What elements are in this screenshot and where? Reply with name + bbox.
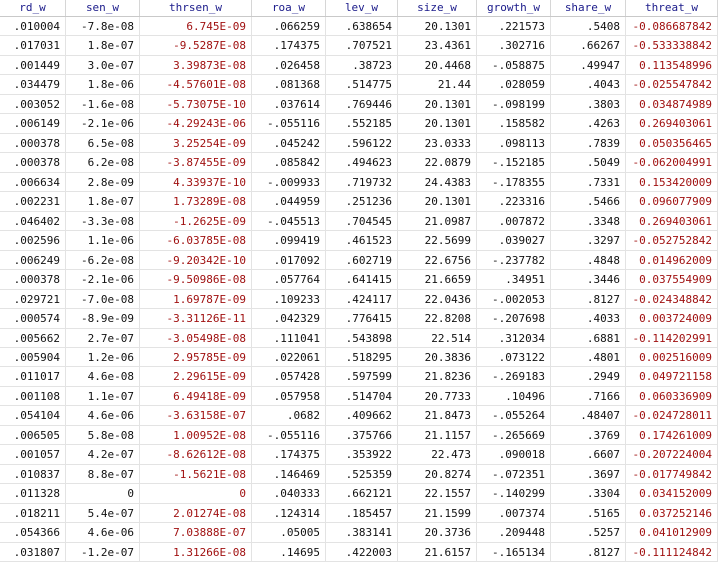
cell-threat-w[interactable]: 0.014962009 xyxy=(626,251,718,269)
cell-thrsen-w[interactable]: -3.31126E-11 xyxy=(140,309,252,327)
cell-thrsen-w[interactable]: -4.29243E-06 xyxy=(140,114,252,132)
cell-thrsen-w[interactable]: -3.87455E-09 xyxy=(140,153,252,171)
cell-share-w[interactable]: .4043 xyxy=(551,75,626,93)
cell-share-w[interactable]: .66267 xyxy=(551,36,626,54)
cell-roa-w[interactable]: .146469 xyxy=(252,465,326,483)
cell-sen-w[interactable]: -2.1e-06 xyxy=(66,114,140,132)
column-header-lev-w[interactable]: lev_w xyxy=(326,0,398,16)
cell-rd-w[interactable]: .017031 xyxy=(0,36,66,54)
cell-threat-w[interactable]: -0.086687842 xyxy=(626,17,718,35)
cell-size-w[interactable]: 20.4468 xyxy=(398,56,477,74)
cell-sen-w[interactable]: 8.8e-07 xyxy=(66,465,140,483)
cell-growth-w[interactable]: -.140299 xyxy=(477,484,551,502)
cell-size-w[interactable]: 20.1301 xyxy=(398,95,477,113)
cell-size-w[interactable]: 22.6756 xyxy=(398,251,477,269)
cell-size-w[interactable]: 21.6659 xyxy=(398,270,477,288)
cell-share-w[interactable]: .3769 xyxy=(551,426,626,444)
column-header-growth-w[interactable]: growth_w xyxy=(477,0,551,16)
cell-roa-w[interactable]: .044959 xyxy=(252,192,326,210)
cell-thrsen-w[interactable]: 1.73289E-08 xyxy=(140,192,252,210)
table-row[interactable] xyxy=(0,114,718,133)
cell-sen-w[interactable]: 1.8e-06 xyxy=(66,75,140,93)
cell-lev-w[interactable]: .602719 xyxy=(326,251,398,269)
cell-sen-w[interactable]: -6.2e-08 xyxy=(66,251,140,269)
column-header-roa-w[interactable]: roa_w xyxy=(252,0,326,16)
cell-roa-w[interactable]: .111041 xyxy=(252,329,326,347)
table-row[interactable] xyxy=(0,251,718,270)
cell-roa-w[interactable]: -.055116 xyxy=(252,114,326,132)
cell-share-w[interactable]: .3803 xyxy=(551,95,626,113)
cell-size-w[interactable]: 21.0987 xyxy=(398,212,477,230)
cell-growth-w[interactable]: -.165134 xyxy=(477,543,551,561)
cell-size-w[interactable]: 22.514 xyxy=(398,329,477,347)
cell-lev-w[interactable]: .353922 xyxy=(326,445,398,463)
cell-share-w[interactable]: .4263 xyxy=(551,114,626,132)
cell-rd-w[interactable]: .000378 xyxy=(0,134,66,152)
table-row[interactable] xyxy=(0,348,718,367)
cell-rd-w[interactable]: .001057 xyxy=(0,445,66,463)
cell-threat-w[interactable]: -0.024348842 xyxy=(626,290,718,308)
cell-growth-w[interactable]: .34951 xyxy=(477,270,551,288)
cell-size-w[interactable]: 23.4361 xyxy=(398,36,477,54)
column-header-size-w[interactable]: size_w xyxy=(398,0,477,16)
cell-share-w[interactable]: .6881 xyxy=(551,329,626,347)
cell-growth-w[interactable]: .209448 xyxy=(477,523,551,541)
cell-rd-w[interactable]: .029721 xyxy=(0,290,66,308)
cell-threat-w[interactable]: 0.269403061 xyxy=(626,114,718,132)
cell-growth-w[interactable]: .312034 xyxy=(477,329,551,347)
cell-threat-w[interactable]: 0.002516009 xyxy=(626,348,718,366)
table-row[interactable] xyxy=(0,309,718,328)
cell-share-w[interactable]: .2949 xyxy=(551,367,626,385)
cell-threat-w[interactable]: -0.207224004 xyxy=(626,445,718,463)
cell-sen-w[interactable]: -7.0e-08 xyxy=(66,290,140,308)
cell-threat-w[interactable]: -0.052752842 xyxy=(626,231,718,249)
cell-sen-w[interactable]: -7.8e-08 xyxy=(66,17,140,35)
cell-growth-w[interactable]: -.002053 xyxy=(477,290,551,308)
cell-sen-w[interactable]: 6.5e-08 xyxy=(66,134,140,152)
cell-size-w[interactable]: 24.4383 xyxy=(398,173,477,191)
cell-lev-w[interactable]: .641415 xyxy=(326,270,398,288)
cell-rd-w[interactable]: .054366 xyxy=(0,523,66,541)
table-row[interactable] xyxy=(0,17,718,36)
cell-rd-w[interactable]: .011017 xyxy=(0,367,66,385)
cell-threat-w[interactable]: 0.037554909 xyxy=(626,270,718,288)
cell-sen-w[interactable]: 1.1e-07 xyxy=(66,387,140,405)
cell-size-w[interactable]: 22.1557 xyxy=(398,484,477,502)
cell-thrsen-w[interactable]: -3.05498E-08 xyxy=(140,329,252,347)
cell-thrsen-w[interactable]: 2.95785E-09 xyxy=(140,348,252,366)
cell-share-w[interactable]: .8127 xyxy=(551,543,626,561)
cell-lev-w[interactable]: .597599 xyxy=(326,367,398,385)
cell-lev-w[interactable]: .719732 xyxy=(326,173,398,191)
cell-rd-w[interactable]: .046402 xyxy=(0,212,66,230)
cell-growth-w[interactable]: .028059 xyxy=(477,75,551,93)
cell-rd-w[interactable]: .006249 xyxy=(0,251,66,269)
cell-growth-w[interactable]: .221573 xyxy=(477,17,551,35)
cell-roa-w[interactable]: .174375 xyxy=(252,445,326,463)
cell-share-w[interactable]: .7839 xyxy=(551,134,626,152)
cell-thrsen-w[interactable]: 3.39873E-08 xyxy=(140,56,252,74)
cell-size-w[interactable]: 23.0333 xyxy=(398,134,477,152)
table-row[interactable] xyxy=(0,367,718,386)
cell-share-w[interactable]: .3446 xyxy=(551,270,626,288)
cell-growth-w[interactable]: -.098199 xyxy=(477,95,551,113)
table-row[interactable] xyxy=(0,445,718,464)
cell-rd-w[interactable]: .006634 xyxy=(0,173,66,191)
table-row[interactable] xyxy=(0,192,718,211)
cell-threat-w[interactable]: 0.174261009 xyxy=(626,426,718,444)
cell-growth-w[interactable]: -.265669 xyxy=(477,426,551,444)
cell-threat-w[interactable]: -0.062004991 xyxy=(626,153,718,171)
cell-roa-w[interactable]: .037614 xyxy=(252,95,326,113)
cell-threat-w[interactable]: 0.269403061 xyxy=(626,212,718,230)
cell-sen-w[interactable]: -1.2e-07 xyxy=(66,543,140,561)
cell-lev-w[interactable]: .383141 xyxy=(326,523,398,541)
column-header-sen-w[interactable]: sen_w xyxy=(66,0,140,16)
cell-thrsen-w[interactable]: 1.31266E-08 xyxy=(140,543,252,561)
cell-thrsen-w[interactable]: 4.33937E-10 xyxy=(140,173,252,191)
cell-threat-w[interactable]: 0.050356465 xyxy=(626,134,718,152)
cell-lev-w[interactable]: .769446 xyxy=(326,95,398,113)
cell-roa-w[interactable]: .042329 xyxy=(252,309,326,327)
cell-thrsen-w[interactable]: 2.29615E-09 xyxy=(140,367,252,385)
table-row[interactable] xyxy=(0,406,718,425)
cell-rd-w[interactable]: .000574 xyxy=(0,309,66,327)
cell-share-w[interactable]: .3297 xyxy=(551,231,626,249)
cell-share-w[interactable]: .3697 xyxy=(551,465,626,483)
cell-rd-w[interactable]: .031807 xyxy=(0,543,66,561)
cell-threat-w[interactable]: 0.041012909 xyxy=(626,523,718,541)
cell-threat-w[interactable]: 0.034874989 xyxy=(626,95,718,113)
cell-sen-w[interactable]: -8.9e-09 xyxy=(66,309,140,327)
cell-growth-w[interactable]: .223316 xyxy=(477,192,551,210)
cell-share-w[interactable]: .49947 xyxy=(551,56,626,74)
cell-growth-w[interactable]: -.207698 xyxy=(477,309,551,327)
cell-sen-w[interactable]: 1.8e-07 xyxy=(66,192,140,210)
cell-size-w[interactable]: 20.1301 xyxy=(398,114,477,132)
table-row[interactable] xyxy=(0,134,718,153)
table-row[interactable] xyxy=(0,387,718,406)
cell-lev-w[interactable]: .518295 xyxy=(326,348,398,366)
cell-roa-w[interactable]: .057428 xyxy=(252,367,326,385)
cell-roa-w[interactable]: .040333 xyxy=(252,484,326,502)
cell-thrsen-w[interactable]: 6.745E-09 xyxy=(140,17,252,35)
cell-roa-w[interactable]: .045242 xyxy=(252,134,326,152)
cell-size-w[interactable]: 21.6157 xyxy=(398,543,477,561)
table-row[interactable] xyxy=(0,231,718,250)
cell-rd-w[interactable]: .002231 xyxy=(0,192,66,210)
cell-share-w[interactable]: .3348 xyxy=(551,212,626,230)
cell-lev-w[interactable]: .514704 xyxy=(326,387,398,405)
cell-growth-w[interactable]: .039027 xyxy=(477,231,551,249)
cell-lev-w[interactable]: .552185 xyxy=(326,114,398,132)
cell-growth-w[interactable]: -.072351 xyxy=(477,465,551,483)
cell-sen-w[interactable]: 4.2e-07 xyxy=(66,445,140,463)
column-header-row xyxy=(0,0,718,17)
cell-growth-w[interactable]: .098113 xyxy=(477,134,551,152)
table-row[interactable] xyxy=(0,543,718,562)
cell-thrsen-w[interactable]: -3.63158E-07 xyxy=(140,406,252,424)
cell-share-w[interactable]: .3304 xyxy=(551,484,626,502)
cell-thrsen-w[interactable]: -9.50986E-08 xyxy=(140,270,252,288)
cell-growth-w[interactable]: -.058875 xyxy=(477,56,551,74)
cell-threat-w[interactable]: -0.533338842 xyxy=(626,36,718,54)
cell-lev-w[interactable]: .424117 xyxy=(326,290,398,308)
column-header-thrsen-w[interactable]: thrsen_w xyxy=(140,0,252,16)
cell-rd-w[interactable]: .011328 xyxy=(0,484,66,502)
cell-threat-w[interactable]: -0.025547842 xyxy=(626,75,718,93)
cell-threat-w[interactable]: 0.113548996 xyxy=(626,56,718,74)
column-header-share-w[interactable]: share_w xyxy=(551,0,626,16)
cell-roa-w[interactable]: -.055116 xyxy=(252,426,326,444)
cell-size-w[interactable]: 20.8274 xyxy=(398,465,477,483)
cell-growth-w[interactable]: .090018 xyxy=(477,445,551,463)
cell-lev-w[interactable]: .776415 xyxy=(326,309,398,327)
table-row[interactable] xyxy=(0,504,718,523)
cell-sen-w[interactable]: 2.7e-07 xyxy=(66,329,140,347)
table-row[interactable] xyxy=(0,36,718,55)
cell-roa-w[interactable]: .081368 xyxy=(252,75,326,93)
column-header-threat-w[interactable]: threat_w xyxy=(626,0,718,16)
cell-roa-w[interactable]: .124314 xyxy=(252,504,326,522)
cell-size-w[interactable]: 22.5699 xyxy=(398,231,477,249)
cell-size-w[interactable]: 20.3836 xyxy=(398,348,477,366)
cell-sen-w[interactable]: 4.6e-06 xyxy=(66,523,140,541)
cell-share-w[interactable]: .5165 xyxy=(551,504,626,522)
cell-lev-w[interactable]: .707521 xyxy=(326,36,398,54)
cell-growth-w[interactable]: -.237782 xyxy=(477,251,551,269)
cell-lev-w[interactable]: .409662 xyxy=(326,406,398,424)
cell-roa-w[interactable]: .022061 xyxy=(252,348,326,366)
cell-rd-w[interactable]: .005662 xyxy=(0,329,66,347)
cell-lev-w[interactable]: .251236 xyxy=(326,192,398,210)
cell-roa-w[interactable]: .174375 xyxy=(252,36,326,54)
cell-roa-w[interactable]: .057764 xyxy=(252,270,326,288)
cell-thrsen-w[interactable]: -6.03785E-08 xyxy=(140,231,252,249)
cell-size-w[interactable]: 21.44 xyxy=(398,75,477,93)
cell-roa-w[interactable]: .05005 xyxy=(252,523,326,541)
cell-sen-w[interactable]: 0 xyxy=(66,484,140,502)
table-row[interactable] xyxy=(0,173,718,192)
cell-rd-w[interactable]: .010004 xyxy=(0,17,66,35)
cell-size-w[interactable]: 21.1157 xyxy=(398,426,477,444)
cell-threat-w[interactable]: 0.049721158 xyxy=(626,367,718,385)
cell-size-w[interactable]: 21.8236 xyxy=(398,367,477,385)
table-row[interactable] xyxy=(0,329,718,348)
table-row[interactable] xyxy=(0,465,718,484)
cell-rd-w[interactable]: .010837 xyxy=(0,465,66,483)
cell-rd-w[interactable]: .006505 xyxy=(0,426,66,444)
cell-thrsen-w[interactable]: 7.03888E-07 xyxy=(140,523,252,541)
cell-growth-w[interactable]: -.269183 xyxy=(477,367,551,385)
cell-share-w[interactable]: .4033 xyxy=(551,309,626,327)
cell-thrsen-w[interactable]: 1.00952E-08 xyxy=(140,426,252,444)
cell-size-w[interactable]: 22.0879 xyxy=(398,153,477,171)
cell-sen-w[interactable]: 1.2e-06 xyxy=(66,348,140,366)
cell-rd-w[interactable]: .001108 xyxy=(0,387,66,405)
cell-growth-w[interactable]: .302716 xyxy=(477,36,551,54)
cell-growth-w[interactable]: .007872 xyxy=(477,212,551,230)
cell-thrsen-w[interactable]: -1.2625E-09 xyxy=(140,212,252,230)
cell-rd-w[interactable]: .005904 xyxy=(0,348,66,366)
cell-roa-w[interactable]: .066259 xyxy=(252,17,326,35)
cell-lev-w[interactable]: .422003 xyxy=(326,543,398,561)
cell-threat-w[interactable]: 0.153420009 xyxy=(626,173,718,191)
cell-growth-w[interactable]: -.152185 xyxy=(477,153,551,171)
cell-lev-w[interactable]: .514775 xyxy=(326,75,398,93)
cell-roa-w[interactable]: .109233 xyxy=(252,290,326,308)
cell-rd-w[interactable]: .002596 xyxy=(0,231,66,249)
cell-share-w[interactable]: .4801 xyxy=(551,348,626,366)
table-row[interactable] xyxy=(0,523,718,542)
cell-share-w[interactable]: .5466 xyxy=(551,192,626,210)
cell-roa-w[interactable]: .14695 xyxy=(252,543,326,561)
cell-rd-w[interactable]: .001449 xyxy=(0,56,66,74)
cell-lev-w[interactable]: .375766 xyxy=(326,426,398,444)
cell-share-w[interactable]: .5049 xyxy=(551,153,626,171)
cell-size-w[interactable]: 22.8208 xyxy=(398,309,477,327)
cell-rd-w[interactable]: .034479 xyxy=(0,75,66,93)
cell-growth-w[interactable]: -.055264 xyxy=(477,406,551,424)
cell-roa-w[interactable]: -.045513 xyxy=(252,212,326,230)
cell-roa-w[interactable]: .017092 xyxy=(252,251,326,269)
cell-thrsen-w[interactable]: 6.49418E-09 xyxy=(140,387,252,405)
cell-threat-w[interactable]: 0.037252146 xyxy=(626,504,718,522)
cell-rd-w[interactable]: .018211 xyxy=(0,504,66,522)
cell-roa-w[interactable]: .085842 xyxy=(252,153,326,171)
cell-lev-w[interactable]: .596122 xyxy=(326,134,398,152)
table-row[interactable] xyxy=(0,484,718,503)
cell-sen-w[interactable]: -1.6e-08 xyxy=(66,95,140,113)
cell-lev-w[interactable]: .494623 xyxy=(326,153,398,171)
cell-roa-w[interactable]: .099419 xyxy=(252,231,326,249)
cell-rd-w[interactable]: .003052 xyxy=(0,95,66,113)
cell-sen-w[interactable]: 6.2e-08 xyxy=(66,153,140,171)
table-row[interactable] xyxy=(0,75,718,94)
cell-roa-w[interactable]: .026458 xyxy=(252,56,326,74)
cell-threat-w[interactable]: -0.114202991 xyxy=(626,329,718,347)
cell-threat-w[interactable]: -0.017749842 xyxy=(626,465,718,483)
cell-sen-w[interactable]: 5.8e-08 xyxy=(66,426,140,444)
cell-sen-w[interactable]: 1.1e-06 xyxy=(66,231,140,249)
cell-roa-w[interactable]: .057958 xyxy=(252,387,326,405)
cell-share-w[interactable]: .48407 xyxy=(551,406,626,424)
cell-thrsen-w[interactable]: 3.25254E-09 xyxy=(140,134,252,152)
cell-growth-w[interactable]: .10496 xyxy=(477,387,551,405)
cell-thrsen-w[interactable]: 2.01274E-08 xyxy=(140,504,252,522)
table-row[interactable] xyxy=(0,426,718,445)
cell-sen-w[interactable]: 1.8e-07 xyxy=(66,36,140,54)
table-row[interactable] xyxy=(0,95,718,114)
cell-thrsen-w[interactable]: -9.5287E-08 xyxy=(140,36,252,54)
cell-lev-w[interactable]: .185457 xyxy=(326,504,398,522)
table-row[interactable] xyxy=(0,56,718,75)
cell-lev-w[interactable]: .638654 xyxy=(326,17,398,35)
cell-lev-w[interactable]: .543898 xyxy=(326,329,398,347)
cell-thrsen-w[interactable]: -9.20342E-10 xyxy=(140,251,252,269)
table-row[interactable] xyxy=(0,290,718,309)
table-row[interactable] xyxy=(0,153,718,172)
cell-sen-w[interactable]: 4.6e-06 xyxy=(66,406,140,424)
cell-sen-w[interactable]: -3.3e-08 xyxy=(66,212,140,230)
cell-roa-w[interactable]: .0682 xyxy=(252,406,326,424)
cell-lev-w[interactable]: .38723 xyxy=(326,56,398,74)
cell-growth-w[interactable]: -.178355 xyxy=(477,173,551,191)
cell-rd-w[interactable]: .000378 xyxy=(0,153,66,171)
cell-thrsen-w[interactable]: 1.69787E-09 xyxy=(140,290,252,308)
cell-share-w[interactable]: .6607 xyxy=(551,445,626,463)
cell-size-w[interactable]: 21.1599 xyxy=(398,504,477,522)
cell-threat-w[interactable]: 0.096077909 xyxy=(626,192,718,210)
cell-lev-w[interactable]: .525359 xyxy=(326,465,398,483)
cell-threat-w[interactable]: 0.003724009 xyxy=(626,309,718,327)
cell-thrsen-w[interactable]: -5.73075E-10 xyxy=(140,95,252,113)
cell-rd-w[interactable]: .000378 xyxy=(0,270,66,288)
cell-share-w[interactable]: .5257 xyxy=(551,523,626,541)
cell-thrsen-w[interactable]: -1.5621E-08 xyxy=(140,465,252,483)
cell-rd-w[interactable]: .006149 xyxy=(0,114,66,132)
cell-sen-w[interactable]: 3.0e-07 xyxy=(66,56,140,74)
cell-sen-w[interactable]: 2.8e-09 xyxy=(66,173,140,191)
cell-lev-w[interactable]: .704545 xyxy=(326,212,398,230)
cell-sen-w[interactable]: 5.4e-07 xyxy=(66,504,140,522)
cell-share-w[interactable]: .8127 xyxy=(551,290,626,308)
cell-size-w[interactable]: 22.0436 xyxy=(398,290,477,308)
cell-threat-w[interactable]: -0.111124842 xyxy=(626,543,718,561)
cell-size-w[interactable]: 22.473 xyxy=(398,445,477,463)
cell-threat-w[interactable]: 0.034152009 xyxy=(626,484,718,502)
cell-sen-w[interactable]: -2.1e-06 xyxy=(66,270,140,288)
table-row[interactable] xyxy=(0,212,718,231)
column-header-rd-w[interactable]: rd_w xyxy=(0,0,66,16)
grid-body xyxy=(0,17,718,562)
cell-size-w[interactable]: 20.3736 xyxy=(398,523,477,541)
cell-size-w[interactable]: 20.7733 xyxy=(398,387,477,405)
cell-share-w[interactable]: .5408 xyxy=(551,17,626,35)
cell-threat-w[interactable]: 0.060336909 xyxy=(626,387,718,405)
cell-growth-w[interactable]: .073122 xyxy=(477,348,551,366)
table-row[interactable] xyxy=(0,270,718,289)
cell-thrsen-w[interactable]: -4.57601E-08 xyxy=(140,75,252,93)
cell-growth-w[interactable]: .007374 xyxy=(477,504,551,522)
cell-share-w[interactable]: .7166 xyxy=(551,387,626,405)
cell-size-w[interactable]: 21.8473 xyxy=(398,406,477,424)
cell-size-w[interactable]: 20.1301 xyxy=(398,192,477,210)
cell-roa-w[interactable]: -.009933 xyxy=(252,173,326,191)
cell-sen-w[interactable]: 4.6e-08 xyxy=(66,367,140,385)
cell-lev-w[interactable]: .461523 xyxy=(326,231,398,249)
cell-growth-w[interactable]: .158582 xyxy=(477,114,551,132)
cell-share-w[interactable]: .4848 xyxy=(551,251,626,269)
cell-thrsen-w[interactable]: 0 xyxy=(140,484,252,502)
cell-thrsen-w[interactable]: -8.62612E-08 xyxy=(140,445,252,463)
cell-threat-w[interactable]: -0.024728011 xyxy=(626,406,718,424)
cell-share-w[interactable]: .7331 xyxy=(551,173,626,191)
cell-rd-w[interactable]: .054104 xyxy=(0,406,66,424)
cell-lev-w[interactable]: .662121 xyxy=(326,484,398,502)
cell-size-w[interactable]: 20.1301 xyxy=(398,17,477,35)
